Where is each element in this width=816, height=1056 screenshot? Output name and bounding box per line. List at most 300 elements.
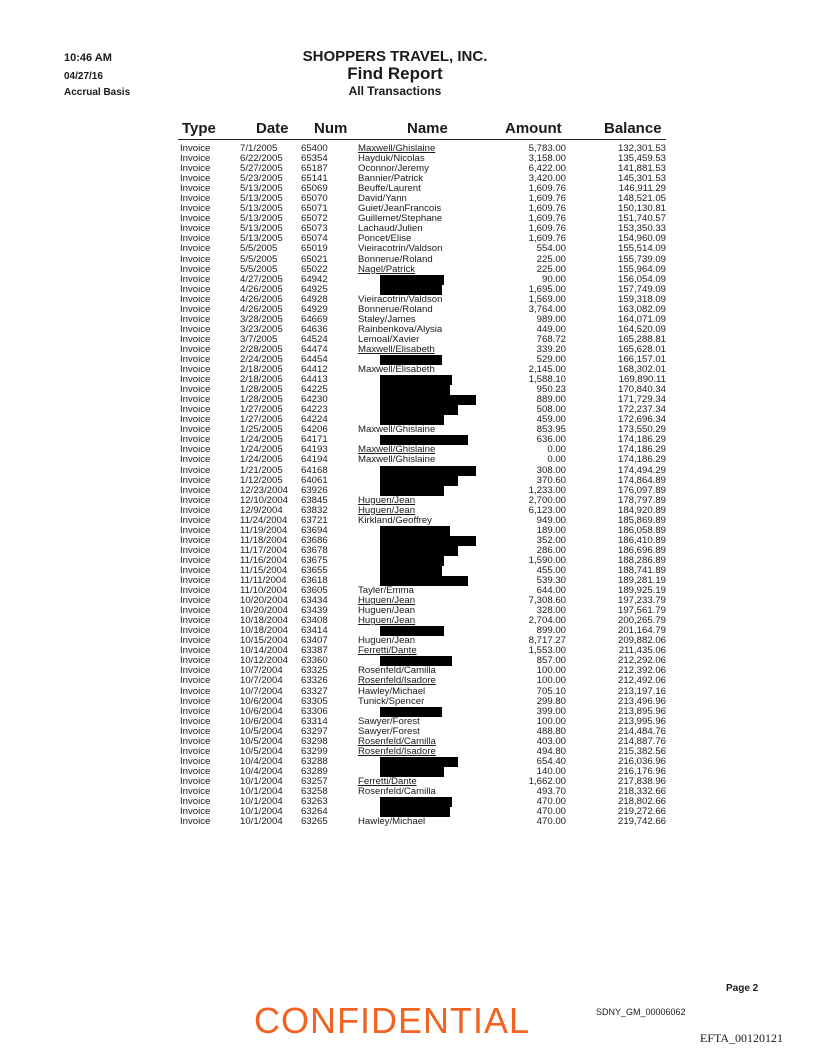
- cell-balance: 169,890.11: [618, 374, 666, 386]
- cell-num: 63305: [301, 695, 328, 707]
- cell-amount: 0.00: [547, 444, 566, 456]
- cell-balance: 174,186.29: [617, 434, 666, 446]
- cell-type: Invoice: [180, 554, 211, 566]
- cell-name: Lachaud/Julien: [358, 223, 423, 235]
- cell-type: Invoice: [180, 364, 211, 376]
- cell-date: 10/14/2004: [240, 645, 289, 657]
- cell-amount: 6,422.00: [528, 163, 566, 175]
- cell-date: 5/13/2005: [240, 233, 283, 245]
- cell-amount: 1,588.10: [528, 374, 566, 386]
- cell-num: 63298: [301, 735, 328, 747]
- cell-date: 1/24/2005: [240, 454, 283, 466]
- cell-name: Tayler/Emma: [358, 585, 414, 597]
- cell-balance: 174,494.29: [617, 464, 666, 476]
- cell-balance: 197,561.79: [617, 605, 666, 617]
- cell-date: 4/27/2005: [240, 273, 283, 285]
- cell-amount: 455.00: [536, 564, 566, 576]
- cell-balance: 188,741.89: [617, 564, 666, 576]
- cell-type: Invoice: [180, 293, 211, 305]
- cell-amount: 100.00: [536, 665, 566, 677]
- cell-balance: 157,749.09: [617, 283, 666, 295]
- cell-balance: 159,318.09: [617, 293, 666, 305]
- cell-num: 63926: [301, 484, 328, 496]
- cell-type: Invoice: [180, 645, 211, 657]
- report-subtitle: All Transactions: [348, 84, 442, 98]
- cell-date: 5/27/2005: [240, 163, 283, 175]
- cell-date: 3/28/2005: [240, 313, 283, 325]
- cell-date: 10/5/2004: [240, 725, 283, 737]
- cell-date: 1/24/2005: [240, 434, 283, 446]
- cell-type: Invoice: [180, 745, 211, 757]
- cell-type: Invoice: [180, 434, 211, 446]
- cell-balance: 168,302.01: [617, 364, 666, 376]
- cell-balance: 188,286.89: [617, 554, 666, 566]
- cell-amount: 352.00: [536, 534, 566, 546]
- cell-date: 10/6/2004: [240, 715, 283, 727]
- cell-date: 1/28/2005: [240, 384, 283, 396]
- page-number: Page 2: [726, 983, 759, 994]
- cell-amount: 328.00: [536, 605, 566, 617]
- cell-date: 10/4/2004: [240, 765, 283, 777]
- cell-num: 63655: [301, 564, 328, 576]
- cell-type: Invoice: [180, 183, 211, 195]
- cell-type: Invoice: [180, 735, 211, 747]
- cell-balance: 213,496.96: [617, 695, 666, 707]
- cell-name: Ferretti/Dante: [358, 775, 417, 787]
- cell-num: 64413: [301, 374, 328, 386]
- confidential-stamp: CONFIDENTIAL: [254, 1000, 531, 1041]
- cell-name: Maxwell/Ghislaine: [358, 424, 436, 436]
- cell-amount: 339.20: [536, 343, 566, 355]
- table-row: [0, 345, 816, 355]
- column-header-amount: Amount: [505, 120, 562, 137]
- column-header-type: Type: [182, 120, 216, 137]
- cell-amount: 636.00: [536, 434, 566, 446]
- cell-amount: 225.00: [536, 263, 566, 275]
- cell-num: 63326: [301, 675, 328, 687]
- cell-name: Maxwell/Elisabeth: [358, 364, 435, 376]
- cell-num: 64168: [301, 464, 328, 476]
- cell-type: Invoice: [180, 283, 211, 295]
- cell-amount: 1,609.76: [528, 183, 566, 195]
- cell-type: Invoice: [180, 625, 211, 637]
- cell-amount: 1,569.00: [528, 293, 566, 305]
- cell-type: Invoice: [180, 575, 211, 587]
- cell-num: 65400: [301, 143, 328, 154]
- cell-num: 64224: [301, 414, 328, 426]
- transaction-table: [0, 144, 816, 827]
- cell-type: Invoice: [180, 524, 211, 536]
- cell-balance: 164,071.09: [617, 313, 666, 325]
- redaction-bar: [380, 375, 452, 385]
- cell-balance: 155,739.09: [617, 253, 666, 265]
- cell-amount: 0.00: [547, 454, 566, 466]
- cell-balance: 217,838.96: [617, 775, 666, 787]
- cell-date: 12/10/2004: [240, 494, 289, 506]
- cell-num: 63289: [301, 765, 328, 777]
- cell-type: Invoice: [180, 564, 211, 576]
- cell-date: 4/26/2005: [240, 303, 283, 315]
- cell-name: Huguen/Jean: [358, 615, 416, 627]
- redaction-bar: [380, 526, 450, 536]
- cell-amount: 1,609.76: [528, 223, 566, 235]
- table-row: [0, 375, 816, 385]
- cell-amount: 3,158.00: [528, 153, 566, 165]
- cell-balance: 215,382.56: [617, 745, 666, 757]
- cell-date: 3/7/2005: [240, 333, 278, 345]
- cell-date: 5/23/2005: [240, 173, 283, 185]
- cell-num: 64942: [301, 273, 328, 285]
- cell-type: Invoice: [180, 635, 211, 647]
- cell-num: 64669: [301, 313, 328, 325]
- cell-amount: 370.60: [536, 474, 566, 486]
- column-header-name: Name: [407, 120, 448, 137]
- cell-balance: 209,882.06: [617, 635, 666, 647]
- cell-num: 64223: [301, 404, 328, 416]
- cell-balance: 178,797.89: [617, 494, 666, 506]
- cell-type: Invoice: [180, 424, 211, 436]
- cell-amount: 90.00: [541, 273, 566, 285]
- cell-date: 10/6/2004: [240, 705, 283, 717]
- table-row: [0, 385, 816, 395]
- cell-name: Kirkland/Geoffrey: [358, 514, 432, 526]
- cell-date: 11/19/2004: [240, 524, 288, 536]
- cell-date: 2/24/2005: [240, 353, 283, 365]
- cell-num: 63314: [301, 715, 328, 727]
- cell-date: 10/1/2004: [240, 786, 283, 797]
- cell-date: 7/1/2005: [240, 143, 278, 154]
- cell-num: 63306: [301, 705, 328, 717]
- cell-name: Staley/James: [358, 313, 416, 325]
- cell-num: 64928: [301, 293, 328, 305]
- report-time: 10:46 AM: [64, 52, 112, 64]
- cell-num: 63407: [301, 635, 328, 647]
- cell-name: Rainbenkova/Alysia: [358, 323, 443, 335]
- cell-date: 10/4/2004: [240, 755, 283, 767]
- cell-balance: 219,742.66: [617, 816, 666, 828]
- table-row: [0, 616, 816, 626]
- cell-name: David/Yann: [358, 193, 407, 205]
- cell-type: Invoice: [180, 374, 211, 386]
- cell-amount: 6,123.00: [528, 504, 566, 516]
- cell-balance: 174,186.29: [617, 454, 666, 466]
- cell-balance: 216,176.96: [617, 765, 666, 777]
- cell-type: Invoice: [180, 816, 211, 828]
- cell-amount: 644.00: [536, 585, 566, 597]
- cell-type: Invoice: [180, 796, 211, 808]
- cell-balance: 186,058.89: [617, 524, 666, 536]
- cell-num: 65354: [301, 153, 328, 165]
- cell-name: Huguen/Jean: [358, 635, 416, 647]
- cell-type: Invoice: [180, 313, 211, 325]
- cell-date: 11/16/2004: [240, 554, 288, 566]
- cell-date: 1/24/2005: [240, 444, 283, 456]
- cell-type: Invoice: [180, 163, 211, 175]
- cell-num: 64925: [301, 283, 328, 295]
- cell-amount: 3,764.00: [528, 303, 566, 315]
- cell-type: Invoice: [180, 725, 211, 737]
- cell-num: 63434: [301, 595, 328, 607]
- cell-type: Invoice: [180, 685, 211, 697]
- cell-name: Poncet/Elise: [358, 233, 412, 245]
- cell-amount: 299.80: [536, 695, 566, 707]
- cell-amount: 539.30: [536, 575, 566, 587]
- cell-type: Invoice: [180, 605, 211, 617]
- cell-amount: 857.00: [536, 655, 566, 667]
- table-row: [0, 556, 816, 566]
- cell-amount: 1,609.76: [528, 193, 566, 205]
- cell-balance: 212,492.06: [617, 675, 666, 687]
- cell-name: Huguen/Jean: [358, 605, 416, 617]
- cell-num: 65072: [301, 213, 328, 225]
- cell-date: 10/18/2004: [240, 625, 289, 637]
- cell-type: Invoice: [180, 544, 211, 556]
- cell-date: 1/21/2005: [240, 464, 283, 476]
- cell-type: Invoice: [180, 786, 211, 797]
- cell-num: 64194: [301, 454, 328, 466]
- cell-date: 11/18/2004: [240, 534, 288, 546]
- cell-date: 11/11/2004: [240, 575, 287, 587]
- cell-name: Nagel/Patrick: [358, 263, 416, 275]
- cell-balance: 189,925.19: [617, 585, 666, 597]
- cell-balance: 212,292.06: [617, 655, 666, 667]
- cell-type: Invoice: [180, 213, 211, 225]
- cell-name: Huguen/Jean: [358, 504, 416, 516]
- cell-num: 63832: [301, 504, 328, 516]
- cell-date: 10/7/2004: [240, 675, 283, 687]
- cell-date: 4/26/2005: [240, 293, 283, 305]
- cell-name: Sawyer/Forest: [358, 725, 420, 737]
- cell-amount: 488.80: [536, 725, 566, 737]
- cell-type: Invoice: [180, 494, 211, 506]
- cell-balance: 211,435.06: [618, 645, 666, 657]
- cell-date: 10/7/2004: [240, 685, 283, 697]
- cell-balance: 173,550.29: [617, 424, 666, 436]
- redaction-bar: [380, 566, 442, 576]
- cell-name: Guiet/JeanFrancois: [358, 203, 442, 215]
- cell-balance: 151,740.57: [617, 213, 666, 225]
- cell-type: Invoice: [180, 444, 211, 456]
- cell-balance: 166,157.01: [617, 353, 666, 365]
- cell-type: Invoice: [180, 615, 211, 627]
- cell-amount: 189.00: [536, 524, 566, 536]
- cell-num: 63439: [301, 605, 328, 617]
- cell-type: Invoice: [180, 775, 211, 787]
- table-row: [0, 476, 816, 486]
- report-date: 04/27/16: [64, 71, 103, 82]
- cell-name: Maxwell/Ghislaine: [358, 454, 436, 466]
- cell-amount: 100.00: [536, 675, 566, 687]
- cell-amount: 2,700.00: [528, 494, 566, 506]
- cell-date: 10/5/2004: [240, 735, 283, 747]
- cell-num: 63257: [301, 775, 328, 787]
- cell-name: Maxwell/Elisabeth: [358, 343, 435, 355]
- cell-balance: 155,514.09: [617, 243, 666, 255]
- cell-date: 10/20/2004: [240, 595, 289, 607]
- cell-date: 11/10/2004: [240, 585, 288, 597]
- cell-balance: 146,911.29: [618, 183, 666, 195]
- table-row: [0, 365, 816, 375]
- cell-num: 63618: [301, 575, 328, 587]
- table-row: [0, 526, 816, 536]
- cell-type: Invoice: [180, 765, 211, 777]
- cell-balance: 218,332.66: [617, 786, 666, 797]
- cell-amount: 449.00: [536, 323, 566, 335]
- cell-num: 63258: [301, 786, 328, 797]
- cell-date: 10/15/2004: [240, 635, 289, 647]
- cell-balance: 213,895.96: [617, 705, 666, 717]
- cell-num: 64206: [301, 424, 328, 436]
- cell-amount: 470.00: [536, 806, 566, 818]
- cell-type: Invoice: [180, 474, 211, 486]
- cell-type: Invoice: [180, 585, 211, 597]
- cell-num: 63325: [301, 665, 328, 677]
- table-row: [0, 244, 816, 254]
- cell-amount: 899.00: [536, 625, 566, 637]
- cell-amount: 949.00: [536, 514, 566, 526]
- cell-balance: 145,301.53: [617, 173, 666, 185]
- cell-name: Vieiracotrin/Valdson: [358, 293, 443, 305]
- cell-date: 10/7/2004: [240, 665, 283, 677]
- cell-date: 12/9/2004: [240, 504, 283, 516]
- cell-num: 65141: [301, 173, 328, 185]
- cell-balance: 174,186.29: [617, 444, 666, 456]
- cell-date: 10/1/2004: [240, 796, 283, 808]
- cell-amount: 1,553.00: [528, 645, 566, 657]
- cell-balance: 176,097.89: [617, 484, 666, 496]
- cell-num: 63288: [301, 755, 328, 767]
- cell-type: Invoice: [180, 193, 211, 205]
- cell-balance: 155,964.09: [617, 263, 666, 275]
- cell-num: 64636: [301, 323, 328, 335]
- cell-date: 10/1/2004: [240, 816, 283, 828]
- table-row: [0, 466, 816, 476]
- cell-balance: 214,887.76: [617, 735, 666, 747]
- cell-date: 11/15/2004: [240, 564, 288, 576]
- cell-date: 5/5/2005: [240, 263, 278, 275]
- cell-num: 63264: [301, 806, 328, 818]
- cell-date: 2/28/2005: [240, 343, 283, 355]
- cell-num: 63605: [301, 585, 328, 597]
- cell-date: 1/28/2005: [240, 394, 283, 406]
- redaction-bar: [380, 536, 476, 546]
- cell-type: Invoice: [180, 153, 211, 165]
- cell-type: Invoice: [180, 806, 211, 818]
- cell-name: Huguen/Jean: [358, 595, 416, 607]
- cell-name: Rosenfeld/Camilla: [358, 665, 436, 677]
- cell-amount: 654.40: [536, 755, 566, 767]
- cell-balance: 172,696.34: [617, 414, 666, 426]
- cell-name: Rosenfeld/Camilla: [358, 735, 436, 747]
- cell-amount: 286.00: [536, 544, 566, 556]
- table-row: [0, 546, 816, 556]
- redaction-bar: [380, 476, 458, 486]
- cell-date: 5/13/2005: [240, 223, 283, 235]
- cell-type: Invoice: [180, 233, 211, 245]
- table-row: [0, 747, 816, 757]
- cell-balance: 154,960.09: [617, 233, 666, 245]
- table-row: [0, 787, 816, 797]
- cell-amount: 529.00: [536, 353, 566, 365]
- cell-amount: 140.00: [536, 765, 566, 777]
- cell-type: Invoice: [180, 323, 211, 335]
- cell-date: 5/13/2005: [240, 183, 283, 195]
- cell-amount: 1,590.00: [528, 554, 566, 566]
- cell-balance: 189,281.19: [617, 575, 666, 587]
- cell-date: 5/13/2005: [240, 213, 283, 225]
- table-row: [0, 797, 816, 807]
- cell-type: Invoice: [180, 464, 211, 476]
- cell-amount: 705.10: [536, 685, 566, 697]
- company-name: SHOPPERS TRAVEL, INC.: [302, 48, 488, 65]
- efta-number: EFTA_00120121: [700, 1031, 784, 1045]
- cell-num: 64225: [301, 384, 328, 396]
- cell-type: Invoice: [180, 263, 211, 275]
- cell-date: 1/27/2005: [240, 414, 283, 426]
- cell-balance: 164,520.09: [617, 323, 666, 335]
- cell-balance: 214,484.76: [617, 725, 666, 737]
- cell-amount: 100.00: [536, 715, 566, 727]
- cell-name: Rosenfeld/Camilla: [358, 786, 436, 797]
- cell-amount: 853.95: [536, 424, 566, 436]
- accounting-basis: Accrual Basis: [64, 87, 131, 98]
- cell-type: Invoice: [180, 223, 211, 235]
- cell-amount: 1,609.76: [528, 213, 566, 225]
- cell-amount: 3,420.00: [528, 173, 566, 185]
- cell-num: 63297: [301, 725, 328, 737]
- redaction-bar: [380, 385, 450, 395]
- cell-type: Invoice: [180, 414, 211, 426]
- cell-num: 65187: [301, 163, 328, 175]
- cell-name: Sawyer/Forest: [358, 715, 420, 727]
- table-row: [0, 757, 816, 767]
- cell-type: Invoice: [180, 333, 211, 345]
- cell-type: Invoice: [180, 665, 211, 677]
- cell-num: 64412: [301, 364, 328, 376]
- table-row: [0, 516, 816, 526]
- redaction-bar: [380, 797, 452, 807]
- table-row: [0, 265, 816, 275]
- cell-name: Bonnerue/Roland: [358, 253, 433, 265]
- table-row: [0, 405, 816, 415]
- cell-num: 64061: [301, 474, 328, 486]
- cell-balance: 197,233.79: [617, 595, 666, 607]
- cell-balance: 186,410.89: [617, 534, 666, 546]
- cell-date: 5/13/2005: [240, 193, 283, 205]
- cell-amount: 768.72: [536, 333, 566, 345]
- cell-name: Maxwell/Ghislaine: [358, 444, 436, 456]
- cell-num: 63387: [301, 645, 328, 657]
- cell-balance: 174,864.89: [617, 474, 666, 486]
- cell-amount: 1,609.76: [528, 203, 566, 215]
- cell-num: 65074: [301, 233, 328, 245]
- cell-type: Invoice: [180, 243, 211, 255]
- cell-date: 10/1/2004: [240, 775, 283, 787]
- cell-amount: 5,783.00: [528, 143, 566, 154]
- table-row: [0, 425, 816, 435]
- cell-name: Lemoal/Xavier: [358, 333, 420, 345]
- cell-num: 63845: [301, 494, 328, 506]
- cell-num: 63408: [301, 615, 328, 627]
- cell-type: Invoice: [180, 404, 211, 416]
- cell-num: 64474: [301, 343, 328, 355]
- cell-balance: 148,521.05: [617, 193, 666, 205]
- cell-type: Invoice: [180, 343, 211, 355]
- cell-num: 65021: [301, 253, 328, 265]
- cell-num: 64929: [301, 303, 328, 315]
- cell-amount: 459.00: [536, 414, 566, 426]
- cell-amount: 8,717.27: [528, 635, 566, 647]
